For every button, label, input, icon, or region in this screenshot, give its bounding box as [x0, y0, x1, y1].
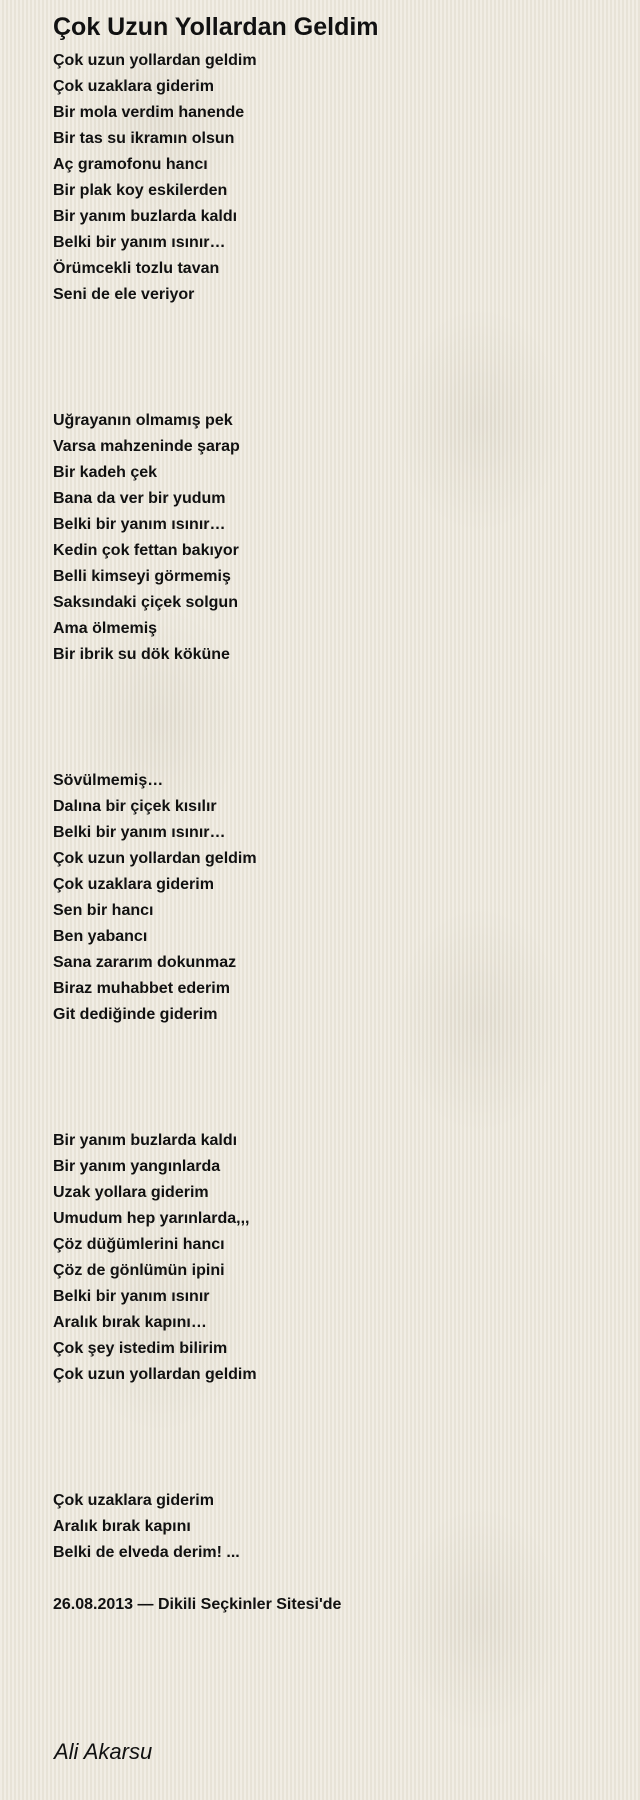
poem-line: Çok şey istedim bilirim	[53, 1340, 228, 1357]
poem-line: Çok uzun yollardan geldim	[53, 1366, 257, 1383]
poem-line: Belki bir yanım ısınır…	[53, 234, 226, 251]
poem-line: Ama ölmemiş	[53, 620, 158, 637]
poem-line: Dalına bir çiçek kısılır	[53, 798, 217, 815]
author-signature: Ali Akarsu	[54, 1739, 153, 1764]
poem-line: Bir ibrik su dök köküne	[53, 646, 230, 663]
poem-line: Örümcekli tozlu tavan	[53, 260, 220, 277]
stanza-spacer	[53, 668, 613, 768]
stanza-5	[53, 1488, 613, 1566]
poem-line: Bir kadeh çek	[53, 464, 158, 481]
poem-line: Ben yabancı	[53, 928, 148, 945]
poem-line: Sana zararım dokunmaz	[53, 954, 237, 971]
poem-line: Umudum hep yarınlarda,,,	[53, 1210, 250, 1227]
poem-line: Sen bir hancı	[53, 902, 154, 919]
poem-line: Aralık bırak kapını	[53, 1518, 191, 1535]
poem-line: Belli kimseyi görmemiş	[53, 568, 231, 585]
poem-line: Bir tas su ikramın olsun	[53, 130, 235, 147]
poem-line: Bir yanım yangınlarda	[53, 1158, 221, 1175]
poem-line: Belki de elveda derim! ...	[53, 1544, 240, 1561]
poem-line: Çok uzun yollardan geldim	[53, 52, 257, 69]
poem-line: Belki bir yanım ısınır	[53, 1288, 210, 1305]
poem-line: Varsa mahzeninde şarap	[53, 438, 240, 455]
stanza-spacer	[53, 1028, 613, 1128]
poem-page	[53, 12, 613, 1618]
poem-line: Çok uzun yollardan geldim	[53, 850, 257, 867]
poem-line: Uzak yollara giderim	[53, 1184, 209, 1201]
poem-line: Kedin çok fettan bakıyor	[53, 542, 239, 559]
poem-line: Çok uzaklara giderim	[53, 1492, 214, 1509]
stanza-spacer	[53, 308, 613, 408]
poem-line: Çöz düğümlerini hancı	[53, 1236, 225, 1253]
poem-line: Git dediğinde giderim	[53, 1006, 218, 1023]
poem-line: Uğrayanın olmamış pek	[53, 412, 233, 429]
stanza-spacer	[53, 1388, 613, 1488]
poem-line: Bir plak koy eskilerden	[53, 182, 228, 199]
stanza-2	[53, 408, 613, 668]
publication-date-line: 26.08.2013 — Dikili Seçkinler Sitesi'de	[53, 1596, 342, 1613]
poem-line: Bir yanım buzlarda kaldı	[53, 1132, 238, 1149]
stanza-4	[53, 1128, 613, 1388]
poem-line: Belki bir yanım ısınır…	[53, 516, 226, 533]
poem-line: Bana da ver bir yudum	[53, 490, 226, 507]
stanza-3	[53, 768, 613, 1028]
poem-line: Seni de ele veriyor	[53, 286, 195, 303]
poem-line: Belki bir yanım ısınır…	[53, 824, 226, 841]
poem-line: Biraz muhabbet ederim	[53, 980, 230, 997]
poem-line: Saksındaki çiçek solgun	[53, 594, 238, 611]
poem-line: Aralık bırak kapını…	[53, 1314, 207, 1331]
stanza-1	[53, 48, 613, 308]
poem-line: Çok uzaklara giderim	[53, 876, 214, 893]
poem-line: Çöz de gönlümün ipini	[53, 1262, 225, 1279]
poem-line: Sövülmemiş…	[53, 772, 164, 789]
poem-line: Çok uzaklara giderim	[53, 78, 214, 95]
poem-line: Bir mola verdim hanende	[53, 104, 245, 121]
poem-title: Çok Uzun Yollardan Geldim	[53, 13, 379, 41]
poem-line: Bir yanım buzlarda kaldı	[53, 208, 238, 225]
poem-line: Aç gramofonu hancı	[53, 156, 208, 173]
